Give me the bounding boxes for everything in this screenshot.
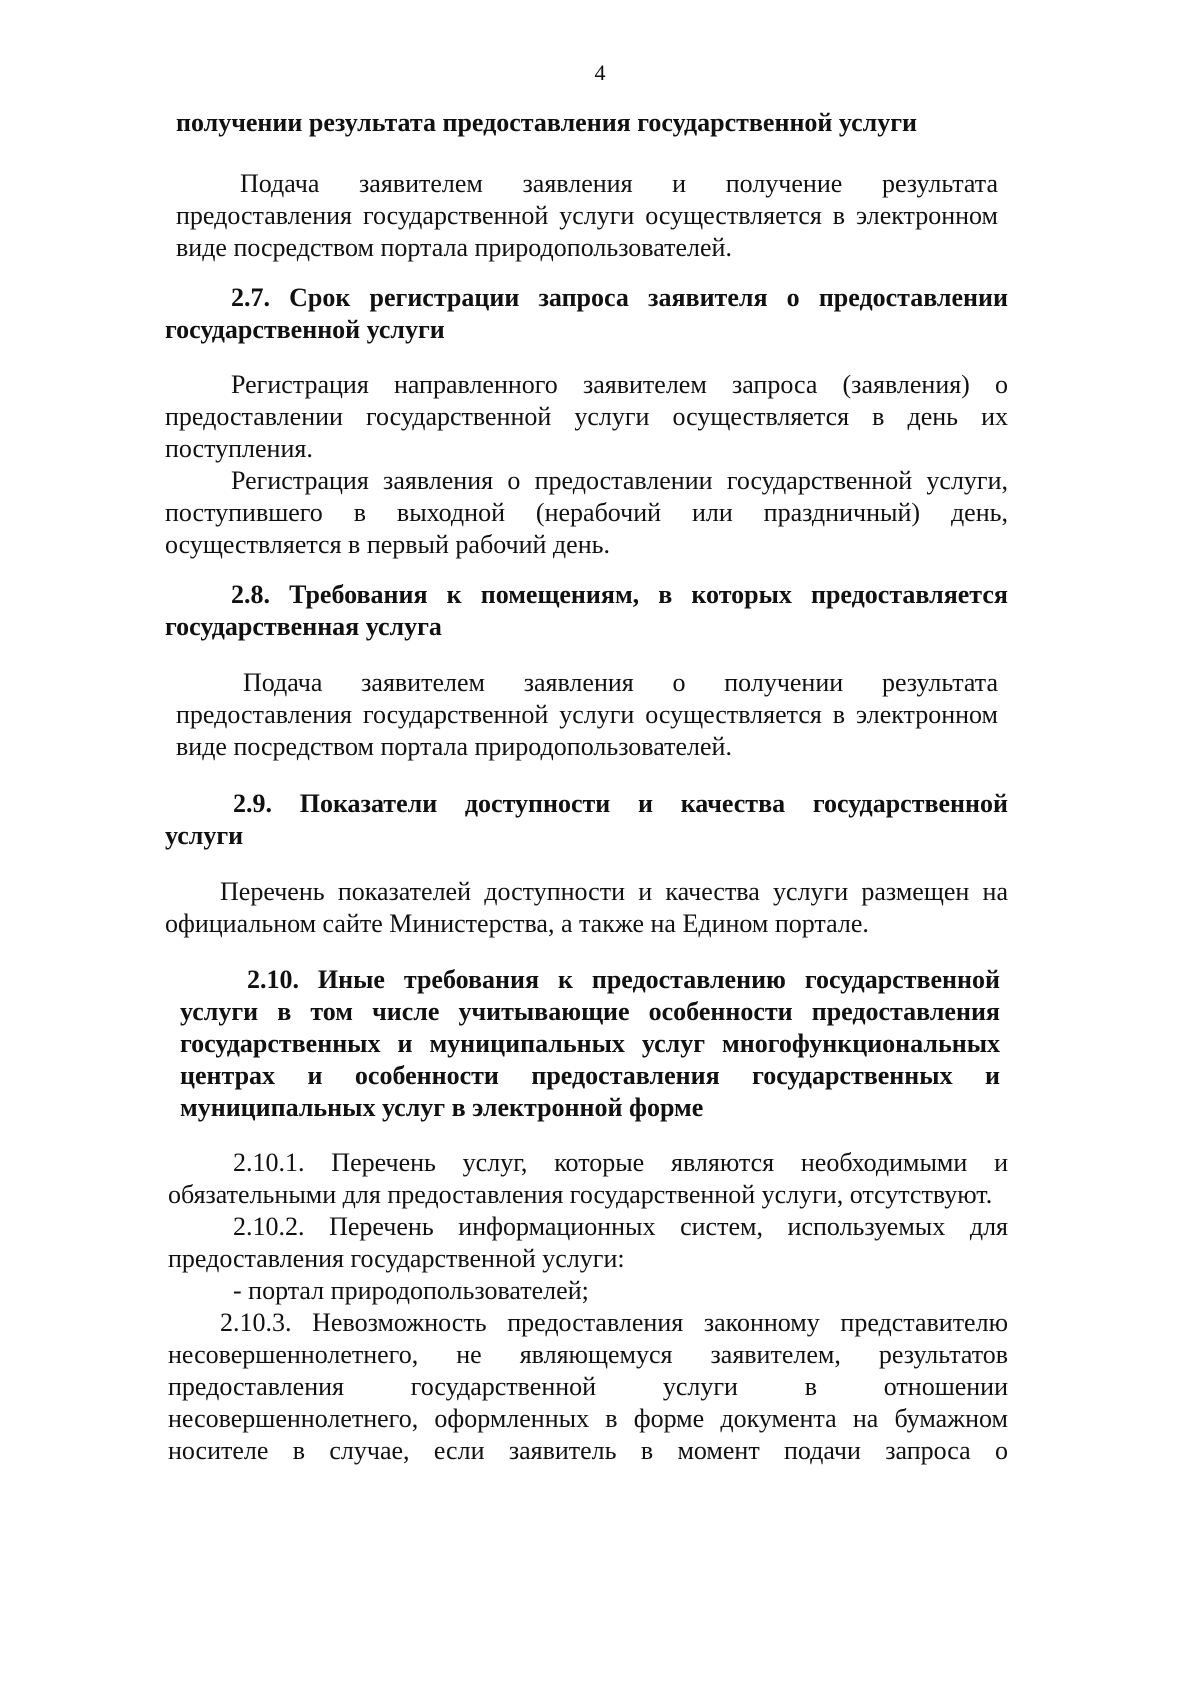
paragraph-line: предоставлении государственной услуги осуществляется в день их	[165, 402, 1008, 431]
heading-line: 2.10. Иные требования к предоставлению государственной	[247, 965, 1000, 994]
section-heading-2-10	[180, 964, 1000, 1124]
paragraph-line: несовершеннолетнего, не являющемуся заявителем, результатов	[168, 1340, 1008, 1369]
paragraph-registration	[165, 369, 1008, 561]
paragraph-line: осуществляется в первый рабочий день.	[165, 530, 610, 559]
paragraph-line: носителе в случае, если заявитель в момент подачи запроса о	[168, 1436, 1008, 1465]
paragraph-quality	[165, 876, 1008, 940]
heading-line: государственной услуги	[165, 315, 445, 344]
section-heading-2-8	[165, 579, 1008, 643]
heading-line: 2.8. Требования к помещениям, в которых предоставляется	[231, 580, 1008, 609]
heading-line: услуги в том числе учитывающие особенности предоставления	[180, 997, 1000, 1026]
heading-line: 2.9. Показатели доступности и качества государственной	[233, 789, 1008, 818]
paragraph-line: предоставления государственной услуги осуществляется в электронном	[176, 201, 998, 230]
paragraph-line: Регистрация направленного заявителем запроса (заявления) о	[231, 370, 1008, 399]
paragraph-line: несовершеннолетнего, оформленных в форме документа на бумажном	[168, 1404, 1008, 1433]
paragraph-line: предоставления государственной услуги осуществляется в электронном	[176, 700, 998, 729]
paragraph-line: официальном сайте Министерства, а также на Едином портале.	[165, 909, 869, 938]
section-heading-continuation	[176, 107, 936, 139]
paragraph-line: виде посредством портала природопользователей.	[176, 233, 732, 262]
paragraph-line: Регистрация заявления о предоставлении государственной услуги,	[231, 466, 1008, 495]
paragraph-line: 2.10.2. Перечень информационных систем, используемых для	[233, 1212, 1008, 1241]
heading-line: 2.7. Срок регистрации запроса заявителя о предоставлении	[231, 283, 1008, 312]
paragraph-line: Перечень показателей доступности и качества услуги размещен на	[220, 877, 1008, 906]
paragraph-2-10-subsections	[168, 1147, 1008, 1467]
paragraph-line: обязательными для предоставления государственной услуги, отсутствуют.	[168, 1180, 993, 1209]
paragraph-line: поступления.	[165, 434, 313, 463]
heading-line: услуги	[165, 821, 244, 850]
paragraph-line: предоставления государственной услуги в отношении	[168, 1372, 1008, 1401]
paragraph-line: - портал природопользователей;	[233, 1276, 589, 1305]
paragraph-line: 2.10.1. Перечень услуг, которые являются необходимыми и	[233, 1148, 1008, 1177]
heading-line: центрах и особенности предоставления государственных и	[180, 1061, 1000, 1090]
section-heading-2-7	[165, 282, 1008, 346]
paragraph-submission	[176, 168, 998, 264]
heading-line: муниципальных услуг в электронной форме	[180, 1093, 704, 1122]
paragraph-line: виде посредством портала природопользователей.	[176, 732, 732, 761]
paragraph-line: поступившего в выходной (нерабочий или праздничный) день,	[165, 498, 1008, 527]
paragraph-premises	[176, 667, 998, 763]
page-number: 4	[594, 60, 606, 85]
paragraph-line: Подача заявителем заявления о получении результата	[243, 668, 998, 697]
paragraph-line: 2.10.3. Невозможность предоставления законному представителю	[220, 1308, 1008, 1337]
heading-line: получении результата предоставления государственной услуги	[176, 108, 918, 137]
heading-line: государственных и муниципальных услуг многофункциональных	[180, 1029, 1000, 1058]
paragraph-line: предоставления государственной услуги:	[168, 1244, 625, 1273]
paragraph-line: Подача заявителем заявления и получение результата	[240, 169, 998, 198]
heading-line: государственная услуга	[165, 612, 442, 641]
section-heading-2-9	[165, 788, 1008, 852]
